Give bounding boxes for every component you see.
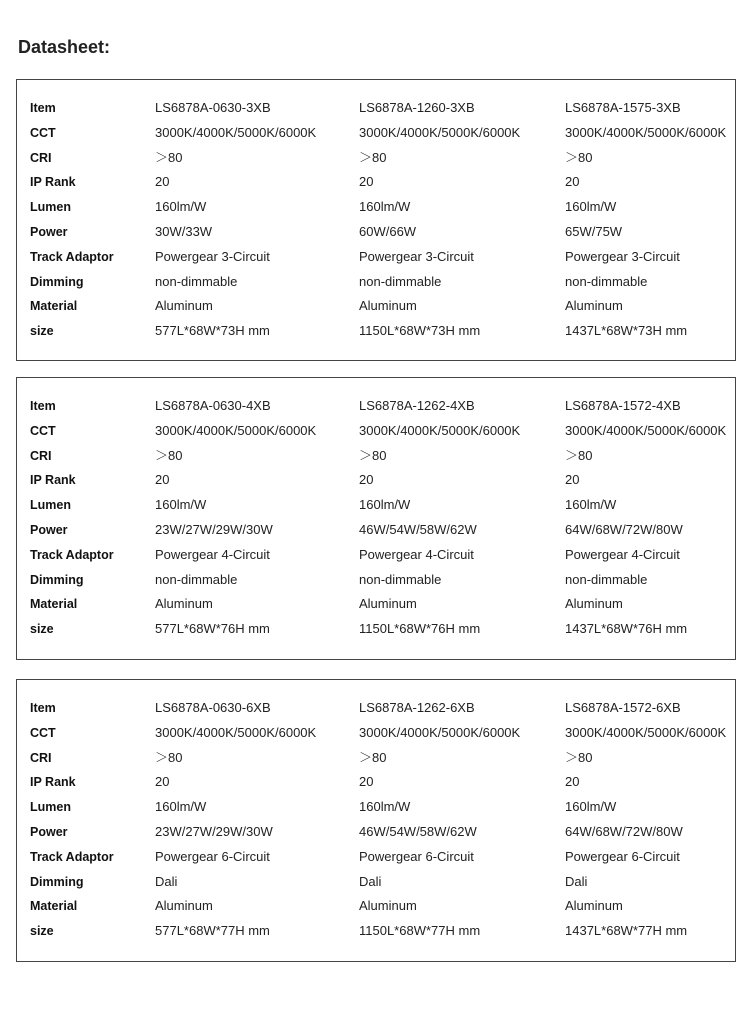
- spec-value: ＞80: [565, 447, 593, 463]
- spec-row: [17, 223, 735, 248]
- spec-row: [17, 897, 735, 922]
- spec-label: Dimming: [30, 274, 84, 289]
- spec-row: [17, 273, 735, 298]
- spec-table-4-circuit: [16, 377, 736, 660]
- spec-value: 1437L*68W*73H mm: [565, 323, 688, 339]
- spec-label: Lumen: [30, 800, 71, 815]
- spec-label: CRI: [30, 448, 52, 463]
- spec-value: 3000K/4000K/5000K/6000K: [359, 724, 521, 740]
- spec-value: ＞80: [359, 749, 387, 765]
- spec-label: IP Rank: [30, 473, 76, 488]
- spec-value: 60W/66W: [359, 224, 417, 239]
- spec-row: [17, 471, 735, 496]
- spec-row: [17, 798, 735, 823]
- spec-value: 20: [359, 774, 374, 790]
- spec-label: size: [30, 924, 54, 939]
- spec-value: 46W/54W/58W/62W: [359, 522, 477, 537]
- spec-label: Item: [30, 101, 56, 115]
- spec-value: ＞80: [155, 749, 183, 765]
- spec-row: [17, 873, 735, 898]
- spec-value: 20: [565, 774, 580, 790]
- spec-row: [17, 773, 735, 798]
- spec-label: Power: [30, 523, 68, 537]
- spec-row: [17, 922, 735, 947]
- spec-table-6-circuit: [16, 679, 736, 962]
- spec-value: non-dimmable: [155, 273, 238, 289]
- spec-value: Powergear 6-Circuit: [155, 848, 270, 864]
- spec-label: Material: [30, 597, 78, 612]
- spec-row: [17, 248, 735, 273]
- spec-value: Dali: [565, 873, 588, 889]
- spec-row: [17, 99, 735, 124]
- spec-value: 30W/33W: [155, 224, 213, 239]
- spec-value: Dali: [155, 873, 178, 889]
- spec-value: 160lm/W: [565, 799, 617, 815]
- spec-value: 23W/27W/29W/30W: [155, 824, 273, 839]
- spec-row: [17, 749, 735, 774]
- spec-value: 65W/75W: [565, 224, 623, 239]
- spec-value: 64W/68W/72W/80W: [565, 522, 683, 537]
- spec-value: 3000K/4000K/5000K/6000K: [565, 422, 727, 438]
- spec-value: Aluminum: [359, 298, 417, 314]
- spec-value: 1150L*68W*77H mm: [359, 923, 481, 939]
- spec-value: 160lm/W: [155, 799, 207, 815]
- spec-value: 1150L*68W*76H mm: [359, 621, 481, 637]
- spec-value: Powergear 6-Circuit: [359, 848, 474, 864]
- spec-label: Power: [30, 225, 68, 239]
- spec-value: Powergear 3-Circuit: [155, 248, 270, 264]
- spec-value: 3000K/4000K/5000K/6000K: [155, 124, 317, 140]
- spec-label: Lumen: [30, 498, 71, 513]
- spec-row: [17, 422, 735, 447]
- spec-row: [17, 724, 735, 749]
- spec-value: 160lm/W: [155, 199, 207, 215]
- spec-value: Dali: [359, 873, 382, 889]
- spec-value: Aluminum: [155, 898, 213, 914]
- spec-value: 20: [359, 472, 374, 488]
- spec-value: 577L*68W*77H mm: [155, 923, 270, 939]
- spec-value: ＞80: [565, 149, 593, 165]
- spec-value: ＞80: [155, 149, 183, 165]
- spec-value: 160lm/W: [565, 497, 617, 513]
- spec-row: [17, 521, 735, 546]
- spec-value: Aluminum: [155, 596, 213, 612]
- spec-row: [17, 397, 735, 422]
- spec-value: Aluminum: [565, 898, 623, 914]
- spec-row: [17, 823, 735, 848]
- spec-label: size: [30, 622, 54, 637]
- spec-label: Material: [30, 299, 78, 314]
- spec-row: [17, 297, 735, 322]
- spec-label: CCT: [30, 125, 56, 140]
- spec-value: non-dimmable: [565, 273, 648, 289]
- spec-label: CRI: [30, 750, 52, 765]
- spec-row: [17, 571, 735, 596]
- spec-value: 577L*68W*73H mm: [155, 323, 270, 339]
- spec-row: [17, 496, 735, 521]
- spec-row: [17, 322, 735, 347]
- spec-value: non-dimmable: [359, 571, 442, 587]
- spec-row: [17, 198, 735, 223]
- spec-value: LS6878A-1262-6XB: [359, 700, 475, 715]
- spec-value: 1437L*68W*77H mm: [565, 923, 688, 939]
- page-title: Datasheet:: [18, 37, 111, 57]
- spec-row: [17, 447, 735, 472]
- spec-value: 160lm/W: [359, 497, 411, 513]
- spec-row: [17, 124, 735, 149]
- spec-label: Dimming: [30, 572, 84, 587]
- spec-label: Dimming: [30, 874, 84, 889]
- spec-value: Powergear 4-Circuit: [359, 546, 474, 562]
- spec-value: 20: [565, 174, 580, 190]
- spec-label: CRI: [30, 150, 52, 165]
- spec-value: LS6878A-0630-4XB: [155, 398, 271, 413]
- spec-value: LS6878A-0630-6XB: [155, 700, 271, 715]
- spec-value: Powergear 3-Circuit: [359, 248, 474, 264]
- spec-row: [17, 848, 735, 873]
- spec-value: LS6878A-1575-3XB: [565, 100, 681, 115]
- spec-value: LS6878A-1572-4XB: [565, 398, 681, 413]
- spec-value: Powergear 3-Circuit: [565, 248, 680, 264]
- spec-label: Item: [30, 701, 56, 715]
- spec-value: 160lm/W: [359, 199, 411, 215]
- spec-value: non-dimmable: [155, 571, 238, 587]
- spec-row: [17, 620, 735, 645]
- spec-label: Item: [30, 399, 56, 413]
- spec-value: LS6878A-0630-3XB: [155, 100, 271, 115]
- spec-value: 3000K/4000K/5000K/6000K: [565, 124, 727, 140]
- spec-label: size: [30, 324, 54, 339]
- spec-value: non-dimmable: [359, 273, 442, 289]
- spec-row: [17, 699, 735, 724]
- spec-value: 1150L*68W*73H mm: [359, 323, 481, 339]
- spec-label: Track Adaptor: [30, 849, 114, 864]
- spec-value: 20: [565, 472, 580, 488]
- spec-label: Track Adaptor: [30, 547, 114, 562]
- spec-value: Powergear 4-Circuit: [155, 546, 270, 562]
- spec-value: LS6878A-1260-3XB: [359, 100, 475, 115]
- spec-value: 160lm/W: [155, 497, 207, 513]
- spec-value: Powergear 6-Circuit: [565, 848, 680, 864]
- spec-value: Aluminum: [565, 298, 623, 314]
- spec-label: CCT: [30, 725, 56, 740]
- spec-value: 3000K/4000K/5000K/6000K: [359, 422, 521, 438]
- spec-value: 3000K/4000K/5000K/6000K: [359, 124, 521, 140]
- spec-value: 46W/54W/58W/62W: [359, 824, 477, 839]
- spec-value: ＞80: [565, 749, 593, 765]
- spec-value: 3000K/4000K/5000K/6000K: [565, 724, 727, 740]
- spec-value: ＞80: [155, 447, 183, 463]
- spec-value: ＞80: [359, 447, 387, 463]
- spec-value: 64W/68W/72W/80W: [565, 824, 683, 839]
- spec-value: Aluminum: [359, 596, 417, 612]
- spec-value: 20: [155, 472, 170, 488]
- spec-value: Aluminum: [359, 898, 417, 914]
- spec-value: 23W/27W/29W/30W: [155, 522, 273, 537]
- spec-table-3-circuit: [16, 79, 736, 361]
- spec-value: Aluminum: [565, 596, 623, 612]
- spec-label: Power: [30, 825, 68, 839]
- spec-label: Lumen: [30, 200, 71, 215]
- spec-value: LS6878A-1572-6XB: [565, 700, 681, 715]
- spec-value: LS6878A-1262-4XB: [359, 398, 475, 413]
- spec-value: non-dimmable: [565, 571, 648, 587]
- spec-value: 577L*68W*76H mm: [155, 621, 270, 637]
- spec-row: [17, 149, 735, 174]
- spec-label: CCT: [30, 423, 56, 438]
- spec-row: [17, 595, 735, 620]
- spec-value: 3000K/4000K/5000K/6000K: [155, 724, 317, 740]
- spec-value: 160lm/W: [359, 799, 411, 815]
- spec-label: Track Adaptor: [30, 249, 114, 264]
- spec-value: Aluminum: [155, 298, 213, 314]
- spec-label: IP Rank: [30, 175, 76, 190]
- spec-label: IP Rank: [30, 775, 76, 790]
- spec-value: ＞80: [359, 149, 387, 165]
- spec-value: 1437L*68W*76H mm: [565, 621, 688, 637]
- spec-row: [17, 546, 735, 571]
- spec-value: Powergear 4-Circuit: [565, 546, 680, 562]
- spec-value: 20: [359, 174, 374, 190]
- spec-row: [17, 173, 735, 198]
- spec-value: 20: [155, 774, 170, 790]
- spec-value: 160lm/W: [565, 199, 617, 215]
- spec-label: Material: [30, 899, 78, 914]
- spec-value: 3000K/4000K/5000K/6000K: [155, 422, 317, 438]
- spec-value: 20: [155, 174, 170, 190]
